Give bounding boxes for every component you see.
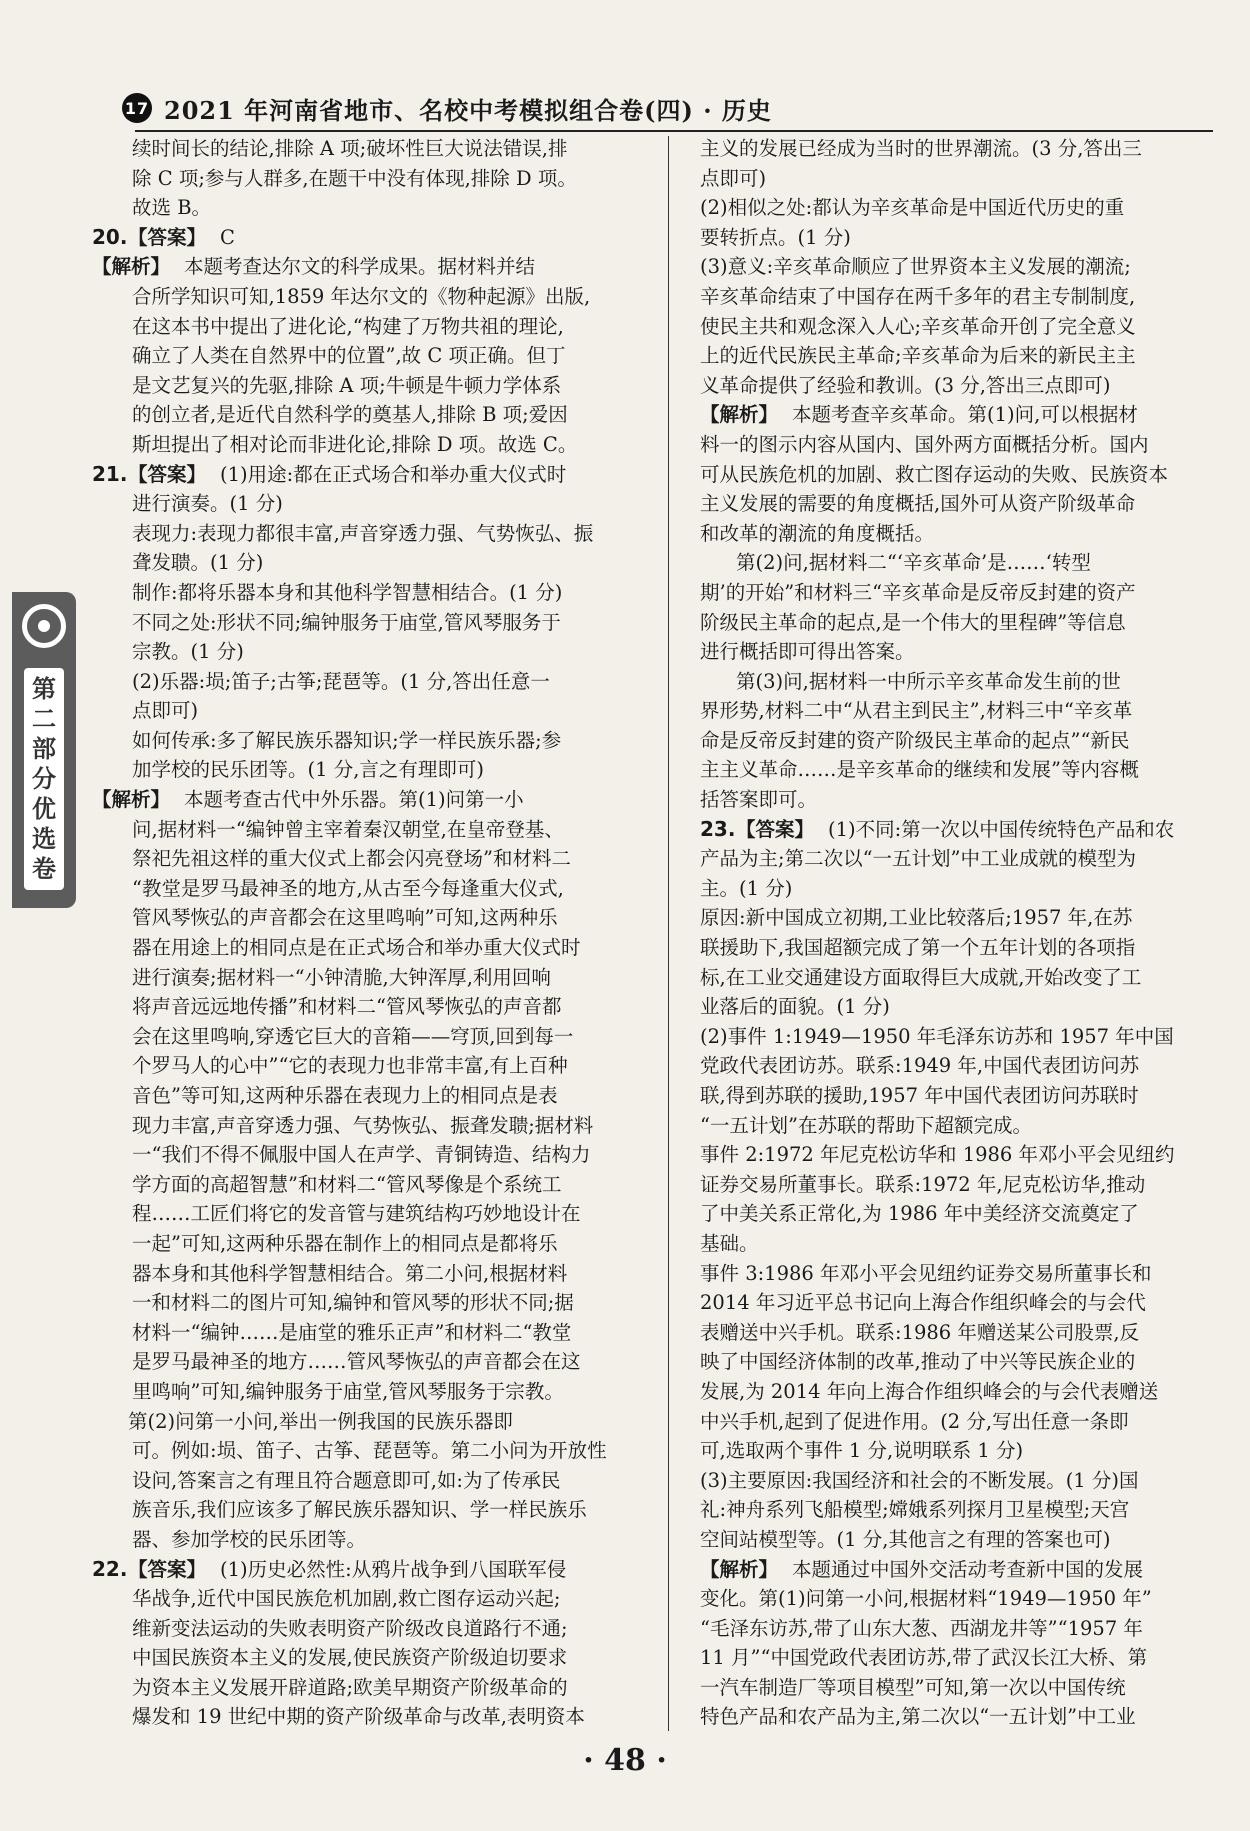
text-line xyxy=(92,1259,652,1289)
line-text: 一汽车制造厂等项目模型”可知,第一次以中国传统 xyxy=(700,1675,1126,1699)
text-line xyxy=(92,1081,652,1111)
text-line xyxy=(92,252,652,282)
text-line xyxy=(700,371,1215,401)
text-line xyxy=(700,341,1215,371)
line-text: 学方面的高超智慧”和材料二“管风琴像是个系统工 xyxy=(132,1172,562,1196)
section-tag: 【解析】 xyxy=(700,1557,779,1581)
line-text: 管风琴恢弘的声音都会在这里鸣响”可知,这两种乐 xyxy=(132,906,558,930)
line-text: “教堂是罗马最神圣的地方,从古至今每逢重大仪式, xyxy=(132,876,564,900)
section-tag: 【答案】 xyxy=(128,1557,207,1581)
line-text: 确立了人类在自然界中的位置”,故 C 项正确。但丁 xyxy=(132,344,566,368)
text-line xyxy=(700,1495,1215,1525)
text-line xyxy=(700,608,1215,638)
text-line xyxy=(700,193,1215,223)
line-text: 斯坦提出了相对论而非进化论,排除 D 项。故选 C。 xyxy=(132,432,578,456)
line-text: 族音乐,我们应该多了解民族乐器知识、学一样民族乐 xyxy=(132,1498,587,1522)
text-line xyxy=(700,992,1215,1022)
line-text: 变化。第(1)问第一小问,根据材料“1949—1950 年” xyxy=(700,1587,1152,1611)
line-text: 原因:新中国成立初期,工业比较落后;1957 年,在苏 xyxy=(700,906,1133,930)
text-line xyxy=(700,1288,1215,1318)
page-header xyxy=(122,88,1212,128)
text-line xyxy=(92,874,652,904)
line-text: 事件 2:1972 年尼克松访华和 1986 年邓小平会见纽约 xyxy=(700,1143,1175,1167)
text-line xyxy=(700,1466,1215,1496)
line-text: 使民主共和观念深入人心;辛亥革命开创了完全意义 xyxy=(700,314,1136,338)
text-line xyxy=(700,1643,1215,1673)
line-text: 了中美关系正常化,为 1986 年中美经济交流奠定了 xyxy=(700,1202,1139,1226)
line-text: 祭祀先祖这样的重大仪式上都会闪亮登场”和材料二 xyxy=(132,847,571,871)
line-text: 11 月”“中国党政代表团访苏,带了武汉长江大桥、第 xyxy=(700,1646,1148,1670)
section-tag: 【答案】 xyxy=(128,225,207,249)
text-line xyxy=(700,1702,1215,1732)
text-line xyxy=(92,1555,652,1585)
line-text: 表现力:表现力都很丰富,声音穿透力强、气势恢弘、振 xyxy=(132,521,594,545)
question-number: 22. xyxy=(92,1556,128,1581)
line-text: 主。(1 分) xyxy=(700,876,793,900)
text-line xyxy=(92,134,652,164)
line-text: 器本身和其他科学智慧相结合。第二小问,根据材料 xyxy=(132,1261,568,1285)
text-line xyxy=(92,341,652,371)
text-line xyxy=(700,223,1215,253)
section-side-tab xyxy=(12,592,76,908)
line-text: 义革命提供了经验和教训。(3 分,答出三点即可) xyxy=(700,373,1111,397)
text-line xyxy=(92,1643,652,1673)
line-text: 是罗马最神圣的地方……管风琴恢弘的声音都会在这 xyxy=(132,1350,581,1374)
text-line xyxy=(700,1051,1215,1081)
section-tag: 【解析】 xyxy=(92,788,171,812)
text-line xyxy=(92,1495,652,1525)
text-line xyxy=(92,223,652,253)
text-line xyxy=(92,1199,652,1229)
text-line xyxy=(92,1288,652,1318)
line-text: (2)乐器:埙;笛子;古筝;琵琶等。(1 分,答出任意一 xyxy=(132,669,550,693)
text-line xyxy=(700,1199,1215,1229)
text-line xyxy=(92,460,652,490)
line-text: 不同之处:形状不同;编钟服务于庙堂,管风琴服务于 xyxy=(132,610,561,634)
line-text: 联援助下,我国超额完成了第一个五年计划的各项指 xyxy=(700,936,1136,960)
text-line xyxy=(92,992,652,1022)
column-divider xyxy=(668,136,669,1731)
line-text: 礼:神舟系列飞船模型;嫦娥系列探月卫星模型;天宫 xyxy=(700,1498,1130,1522)
line-text: 可从民族危机的加剧、救亡图存运动的失败、民族资本 xyxy=(700,462,1169,486)
text-line xyxy=(92,548,652,578)
text-line xyxy=(700,252,1215,282)
text-line xyxy=(92,1407,652,1437)
line-text: 是文艺复兴的先驱,排除 A 项;牛顿是牛顿力学体系 xyxy=(132,373,562,397)
text-line xyxy=(700,903,1215,933)
line-text: 续时间长的结论,排除 A 项;破坏性巨大说法错误,排 xyxy=(132,137,568,160)
line-text: (2)事件 1:1949—1950 年毛泽东访苏和 1957 年中国 xyxy=(700,1024,1174,1048)
text-line xyxy=(92,1318,652,1348)
question-number: 20. xyxy=(92,224,128,249)
text-line xyxy=(92,726,652,756)
text-line xyxy=(92,371,652,401)
line-text: 在这本书中提出了进化论,“构建了万物共祖的理论, xyxy=(132,314,564,338)
line-text: 料一的图示内容从国内、国外两方面概括分析。国内 xyxy=(700,432,1149,456)
text-line xyxy=(700,1584,1215,1614)
line-text: 空间站模型等。(1 分,其他言之有理的答案也可) xyxy=(700,1527,1111,1551)
line-text: 加学校的民乐团等。(1 分,言之有理即可) xyxy=(132,758,485,782)
text-line xyxy=(700,1081,1215,1111)
text-line xyxy=(700,489,1215,519)
line-text: 可。例如:埙、笛子、古筝、琵琶等。第二小问为开放性 xyxy=(132,1439,607,1463)
line-text: 和改革的潮流的角度概括。 xyxy=(700,521,935,545)
text-line xyxy=(92,844,652,874)
line-text: 里鸣响”可知,编钟服务于庙堂,管风琴服务于宗教。 xyxy=(132,1379,564,1403)
line-text: 发展,为 2014 年向上海合作组织峰会的与会代表赠送 xyxy=(700,1379,1159,1403)
line-text: 设问,答案言之有理且符合题意即可,如:为了传承民 xyxy=(132,1468,561,1492)
text-line xyxy=(92,1140,652,1170)
target-icon xyxy=(22,604,66,648)
line-text: 器在用途上的相同点是在正式场合和举办重大仪式时 xyxy=(132,936,581,960)
text-line xyxy=(92,1229,652,1259)
line-text: 证券交易所董事长。联系:1972 年,尼克松访华,推动 xyxy=(700,1172,1146,1196)
line-text: 阶级民主革命的起点,是一个伟大的里程碑”等信息 xyxy=(700,610,1126,634)
line-text: 主主义革命……是辛亥革命的继续和发展”等内容概 xyxy=(700,758,1139,782)
text-line xyxy=(92,400,652,430)
text-line xyxy=(92,1466,652,1496)
line-text: 的创立者,是近代自然科学的奠基人,排除 B 项;爱因 xyxy=(132,403,568,427)
line-text: 本题考查达尔文的科学成果。据材料并结 xyxy=(184,255,536,279)
question-number: 21. xyxy=(92,461,128,486)
line-text: 主义发展的需要的角度概括,国外可从资产阶级革命 xyxy=(700,492,1136,516)
text-line xyxy=(700,548,1215,578)
text-line xyxy=(700,785,1215,815)
line-text: 程……工匠们将它的发音管与建筑结构巧妙地设计在 xyxy=(132,1202,581,1226)
text-line xyxy=(92,1614,652,1644)
right-column xyxy=(700,134,1215,1732)
line-text: 期’的开始”和材料三“辛亥革命是反帝反封建的资产 xyxy=(700,580,1136,604)
text-line xyxy=(92,755,652,785)
line-text: (3)主要原因:我国经济和社会的不断发展。(1 分)国 xyxy=(700,1468,1139,1492)
line-text: 本题通过中国外交活动考查新中国的发展 xyxy=(792,1557,1144,1581)
text-line xyxy=(700,1170,1215,1200)
text-line xyxy=(700,519,1215,549)
text-line xyxy=(92,1702,652,1732)
text-line xyxy=(92,637,652,667)
text-line xyxy=(92,1525,652,1555)
text-line xyxy=(92,696,652,726)
text-line xyxy=(700,1259,1215,1289)
text-line xyxy=(700,667,1215,697)
line-text: 上的近代民族民主革命;辛亥革命为后来的新民主主 xyxy=(700,344,1136,368)
line-text: 联,得到苏联的援助,1957 年中国代表团访问苏联时 xyxy=(700,1084,1139,1107)
text-line xyxy=(700,755,1215,785)
text-line xyxy=(700,1555,1215,1585)
line-text: 为资本主义发展开辟道路;欧美早期资产阶级革命的 xyxy=(132,1675,568,1699)
line-text: 特色产品和农产品为主,第二次以“一五计划”中工业 xyxy=(700,1705,1136,1729)
line-text: 一起”可知,这两种乐器在制作上的相同点是都将乐 xyxy=(132,1231,558,1255)
text-line xyxy=(700,933,1215,963)
line-text: 党政代表团访苏。联系:1949 年,中国代表团访问苏 xyxy=(700,1054,1140,1078)
line-text: 将声音远远地传播”和材料二“管风琴恢弘的声音都 xyxy=(132,995,562,1019)
text-line xyxy=(700,1111,1215,1141)
line-text: 第(3)问,据材料一中所示辛亥革命发生前的世 xyxy=(736,669,1121,693)
text-line xyxy=(700,430,1215,460)
text-line xyxy=(700,1347,1215,1377)
text-line xyxy=(700,1436,1215,1466)
line-text: (3)意义:辛亥革命顺应了世界资本主义发展的潮流; xyxy=(700,255,1131,279)
text-line xyxy=(92,430,652,460)
text-line xyxy=(700,282,1215,312)
line-text: 材料一“编钟……是庙堂的雅乐正声”和材料二“教堂 xyxy=(132,1320,572,1344)
text-line xyxy=(700,1022,1215,1052)
side-tab-label: 第二部分 优选卷 xyxy=(24,668,64,890)
line-text: 进行演奏。(1 分) xyxy=(132,492,283,516)
header-rule xyxy=(135,130,1213,132)
text-line xyxy=(92,785,652,815)
text-line xyxy=(92,1584,652,1614)
text-line xyxy=(92,193,652,223)
line-text: (1)历史必然性:从鸦片战争到八国联军侵 xyxy=(220,1557,567,1581)
text-line xyxy=(700,1614,1215,1644)
header-title: 2021 年河南省地市、名校中考模拟组合卷(四) · 历史 xyxy=(164,95,772,125)
line-text: 主义的发展已经成为当时的世界潮流。(3 分,答出三 xyxy=(700,137,1142,160)
text-line xyxy=(92,608,652,638)
text-line xyxy=(92,164,652,194)
text-line xyxy=(700,1377,1215,1407)
line-text: 本题考查辛亥革命。第(1)问,可以根据材 xyxy=(792,403,1138,427)
text-line xyxy=(700,696,1215,726)
line-text: 音色”等可知,这两种乐器在表现力上的相同点是表 xyxy=(132,1084,558,1107)
line-text: 产品为主;第二次以“一五计划”中工业成就的模型为 xyxy=(700,847,1137,871)
line-text: 中国民族资本主义的发展,使民族资产阶级迫切要求 xyxy=(132,1646,568,1670)
line-text: “一五计划”在苏联的帮助下超额完成。 xyxy=(700,1113,1032,1137)
line-text: 聋发聩。(1 分) xyxy=(132,551,264,575)
text-line xyxy=(700,164,1215,194)
text-line xyxy=(700,874,1215,904)
text-line xyxy=(700,312,1215,342)
line-text: 进行概括即可得出答案。 xyxy=(700,640,915,664)
text-line xyxy=(92,1051,652,1081)
line-text: 如何传承:多了解民族乐器知识;学一样民族乐器;参 xyxy=(132,728,562,752)
line-text: 界形势,材料二中“从君主到民主”,材料三中“辛亥革 xyxy=(700,699,1133,723)
line-text: 故选 B。 xyxy=(132,196,212,220)
section-tag: 【解析】 xyxy=(700,403,779,427)
text-line xyxy=(92,578,652,608)
line-text: 要转折点。(1 分) xyxy=(700,225,851,249)
question-number: 23. xyxy=(700,816,736,841)
line-text: 华战争,近代中国民族危机加剧,救亡图存运动兴起; xyxy=(132,1587,561,1611)
text-line xyxy=(700,963,1215,993)
text-line xyxy=(92,489,652,519)
line-text: 可,选取两个事件 1 分,说明联系 1 分) xyxy=(700,1439,1024,1463)
text-line xyxy=(92,519,652,549)
text-line xyxy=(92,1436,652,1466)
text-line xyxy=(700,1407,1215,1437)
line-text: 一和材料二的图片可知,编钟和管风琴的形状不同;据 xyxy=(132,1291,574,1315)
text-line xyxy=(92,1022,652,1052)
text-line xyxy=(92,815,652,845)
line-text: (2)相似之处:都认为辛亥革命是中国近代历史的重 xyxy=(700,196,1125,220)
line-text: 制作:都将乐器本身和其他科学智慧相结合。(1 分) xyxy=(132,580,563,604)
line-text: 现力丰富,声音穿透力强、气势恢弘、振聋发聩;据材料 xyxy=(132,1113,594,1137)
line-text: 进行演奏;据材料一“小钟清脆,大钟浑厚,利用回响 xyxy=(132,965,551,989)
section-tag: 【答案】 xyxy=(128,462,207,486)
line-text: 业落后的面貌。(1 分) xyxy=(700,995,890,1019)
text-line xyxy=(700,1229,1215,1259)
text-line xyxy=(700,726,1215,756)
text-line xyxy=(92,1673,652,1703)
line-text: 基础。 xyxy=(700,1231,759,1255)
page-number: · 48 · xyxy=(583,1743,667,1778)
line-text: 括答案即可。 xyxy=(700,788,818,812)
line-text: 标,在工业交通建设方面取得巨大成就,开始改变了工 xyxy=(700,965,1142,989)
text-line xyxy=(700,1525,1215,1555)
text-line xyxy=(700,1140,1215,1170)
line-text: 中兴手机,起到了促进作用。(2 分,写出任意一条即 xyxy=(700,1409,1129,1433)
line-text: 点即可) xyxy=(700,166,767,190)
line-text: 合所学知识可知,1859 年达尔文的《物种起源》出版, xyxy=(132,284,591,308)
text-line xyxy=(92,933,652,963)
text-line xyxy=(700,400,1215,430)
text-line xyxy=(700,578,1215,608)
line-text: 器、参加学校的民乐团等。 xyxy=(132,1527,367,1551)
line-text: C xyxy=(220,225,235,249)
line-text: 除 C 项;参与人群多,在题干中没有体现,排除 D 项。 xyxy=(132,166,577,190)
line-text: 辛亥革命结束了中国存在两千多年的君主专制制度, xyxy=(700,284,1136,308)
left-column xyxy=(92,134,652,1732)
text-line xyxy=(92,282,652,312)
text-line xyxy=(700,1318,1215,1348)
section-tag: 【答案】 xyxy=(736,817,815,841)
text-line xyxy=(92,963,652,993)
line-text: 爆发和 19 世纪中期的资产阶级革命与改革,表明资本 xyxy=(132,1705,585,1729)
line-text: “毛泽东访苏,带了山东大葱、西湖龙井等”“1957 年 xyxy=(700,1616,1143,1640)
line-text: 本题考查古代中外乐器。第(1)问第一小 xyxy=(184,788,524,812)
text-line xyxy=(92,667,652,697)
text-line xyxy=(92,903,652,933)
line-text: 一“我们不得不佩服中国人在声学、青铜铸造、结构力 xyxy=(132,1143,591,1167)
line-text: 表赠送中兴手机。联系:1986 年赠送某公司股票,反 xyxy=(700,1320,1140,1344)
line-text: 第(2)问第一小问,举出一例我国的民族乐器即 xyxy=(128,1409,513,1433)
line-text: 会在这里鸣响,穿透它巨大的音箱——穹顶,回到每一 xyxy=(132,1024,574,1048)
text-line xyxy=(700,844,1215,874)
text-line xyxy=(92,1347,652,1377)
line-text: 映了中国经济体制的改革,推动了中兴等民族企业的 xyxy=(700,1350,1136,1374)
section-tag: 【解析】 xyxy=(92,255,171,279)
text-line xyxy=(700,637,1215,667)
line-text: 个罗马人的心中”“它的表现力也非常丰富,有上百种 xyxy=(132,1054,568,1078)
text-line xyxy=(92,312,652,342)
line-text: (1)不同:第一次以中国传统特色产品和农 xyxy=(828,817,1175,841)
text-line xyxy=(92,1377,652,1407)
text-line xyxy=(700,460,1215,490)
exam-number-badge: 17 xyxy=(122,93,152,123)
line-text: 宗教。(1 分) xyxy=(132,640,244,664)
line-text: 点即可) xyxy=(132,699,199,723)
line-text: 第(2)问,据材料二“‘辛亥革命’是……‘转型 xyxy=(736,551,1091,575)
line-text: 问,据材料一“编钟曾主宰着秦汉朝堂,在皇帝登基、 xyxy=(132,817,564,841)
line-text: 2014 年习近平总书记向上海合作组织峰会的与会代 xyxy=(700,1291,1146,1315)
text-line xyxy=(700,134,1215,164)
line-text: 事件 3:1986 年邓小平会见纽约证券交易所董事长和 xyxy=(700,1261,1152,1285)
text-line xyxy=(700,1673,1215,1703)
text-line xyxy=(92,1111,652,1141)
line-text: (1)用途:都在正式场合和举办重大仪式时 xyxy=(220,462,567,486)
line-text: 命是反帝反封建的资产阶级民主革命的起点”“新民 xyxy=(700,728,1130,752)
line-text: 维新变法运动的失败表明资产阶级改良道路行不通; xyxy=(132,1616,568,1640)
text-line xyxy=(92,1170,652,1200)
text-line xyxy=(700,815,1215,845)
